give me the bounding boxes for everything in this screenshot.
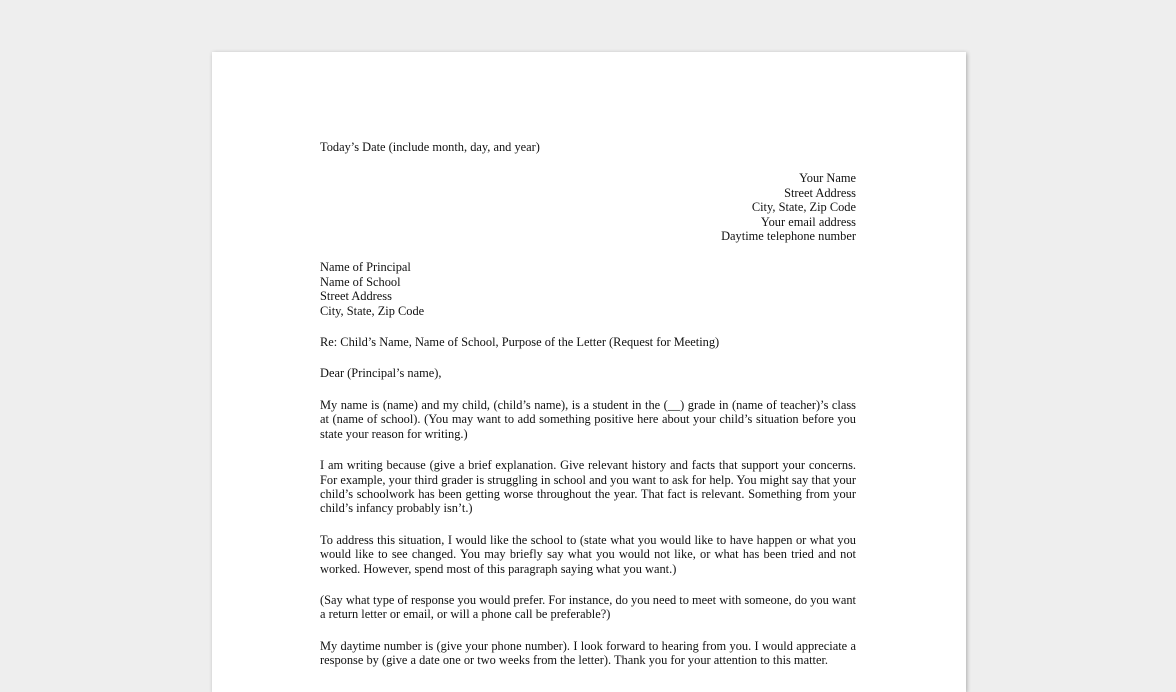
paragraph-reason [320, 458, 856, 516]
letter-body [320, 140, 856, 668]
salutation-text: Dear (Principal’s name), [320, 366, 442, 381]
paragraph-request [320, 533, 856, 576]
paragraph-response [320, 593, 856, 622]
re-line-text: Re: Child’s Name, Name of School, Purpose of the Letter (Request for Meeting) [320, 335, 720, 350]
sender-name: Your Name [799, 171, 856, 186]
paragraph-text: My name is (name) and my child, (child’s name), is a student in the (__) grade in (name of teacher)’s class at (name of school). (You may want to add something positive here about your child’s situation before you state your reason for writing.) [320, 397, 856, 441]
recipient-street: Street Address [320, 289, 392, 304]
paragraph-text: (Say what type of response you would prefer. For instance, do you need to meet with someone, do you want a return letter or email, or will a phone call be preferable?) [320, 592, 856, 622]
recipient-school: Name of School [320, 274, 401, 289]
paragraph-text: To address this situation, I would like the school to (state what you would like to have happen or what you would like to see changed. You may briefly say what you would not like, or what has been tried and not worked. However, spend most of this paragraph saying what you want.) [320, 532, 856, 576]
sender-address-block [320, 171, 856, 243]
salutation [320, 366, 856, 380]
sender-street: Street Address [784, 185, 856, 200]
paragraph-text: I am writing because (give a brief explanation. Give relevant history and facts that support your concerns. For example, your third grader is struggling in school and you want to ask for help. You might say that your child’s schoolwork has been getting worse throughout the year. That fact is relevant. Something from your child’s infancy probably isn’t.) [320, 458, 856, 516]
sender-email: Your email address [760, 214, 856, 229]
sender-phone: Daytime telephone number [721, 229, 856, 244]
recipient-principal: Name of Principal [320, 260, 411, 275]
recipient-city-state-zip: City, State, Zip Code [320, 303, 425, 318]
paragraph-text: My daytime number is (give your phone number). I look forward to hearing from you. I would appreciate a response by (give a date one or two weeks from the letter). Thank you for your attention to this matter. [320, 638, 856, 668]
recipient-address-block [320, 260, 856, 318]
sender-city-state-zip: City, State, Zip Code [751, 200, 856, 215]
document-page [212, 52, 966, 692]
paragraph-closing [320, 639, 856, 668]
date-line: Today’s Date (include month, day, and year) [320, 140, 540, 154]
re-line [320, 335, 856, 349]
paragraph-introduction [320, 398, 856, 441]
